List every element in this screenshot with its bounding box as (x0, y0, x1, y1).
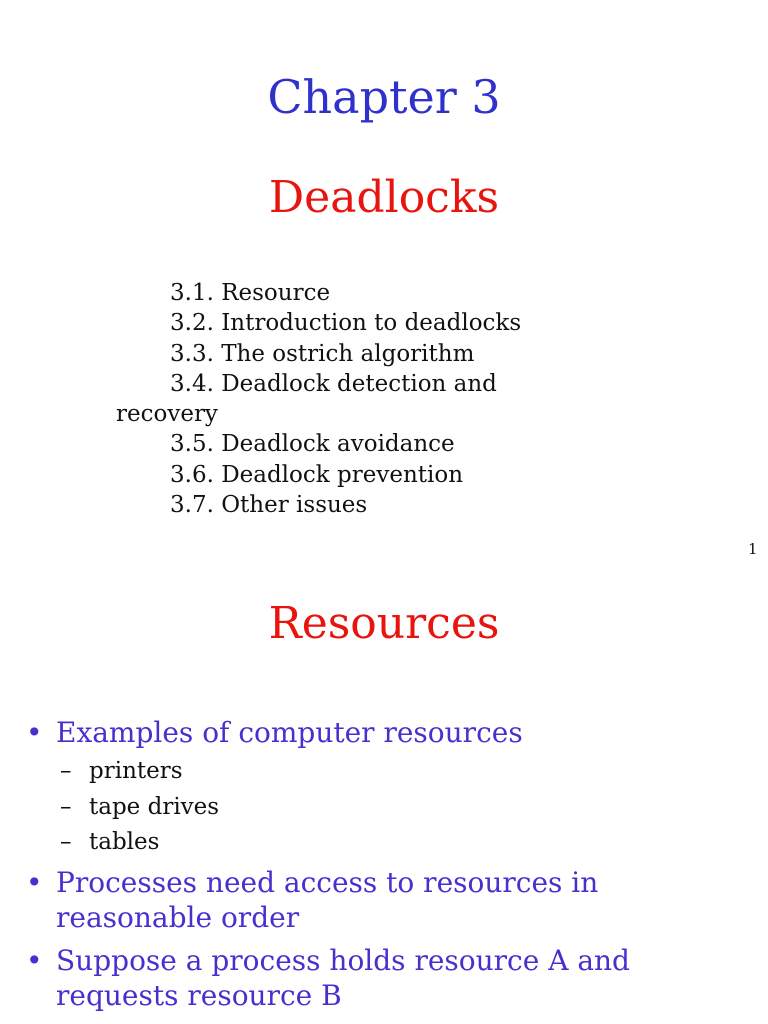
bullet-marker: • (26, 944, 43, 977)
dash-marker: – (60, 829, 72, 855)
bullet-text: reasonable order (56, 901, 300, 934)
slide-title-resources: Resources (268, 598, 500, 649)
bullet-marker: • (26, 866, 43, 899)
sub-item-text: tables (89, 829, 160, 855)
bullet-text: requests resource B (56, 979, 342, 1012)
page-number: 1 (748, 540, 758, 558)
toc-item: 3.4. Deadlock detection and recovery (116, 370, 497, 428)
dash-marker: – (60, 758, 72, 784)
toc-item: 3.6. Deadlock prevention (170, 461, 464, 488)
chapter-heading: Chapter 3 (267, 70, 501, 124)
toc-item: 3.3. The ostrich algorithm (170, 340, 475, 367)
slide-title-deadlocks: Deadlocks (268, 172, 500, 223)
toc-item: 3.5. Deadlock avoidance (170, 431, 455, 458)
dash-marker: – (60, 794, 72, 820)
toc-item: 3.1. Resource (170, 280, 331, 306)
bullet-text: Processes need access to resources in (56, 866, 599, 899)
sub-item-text: printers (89, 758, 183, 784)
bullet-text: Suppose a process holds resource A and (56, 944, 630, 977)
bullet-text: Examples of computer resources (56, 716, 523, 749)
toc-item: 3.7. Other issues (170, 492, 368, 519)
sub-item-text: tape drives (89, 794, 220, 820)
table-of-contents (116, 278, 676, 520)
bullet-marker: • (26, 716, 43, 749)
toc-item: 3.2. Introduction to deadlocks (170, 310, 522, 337)
